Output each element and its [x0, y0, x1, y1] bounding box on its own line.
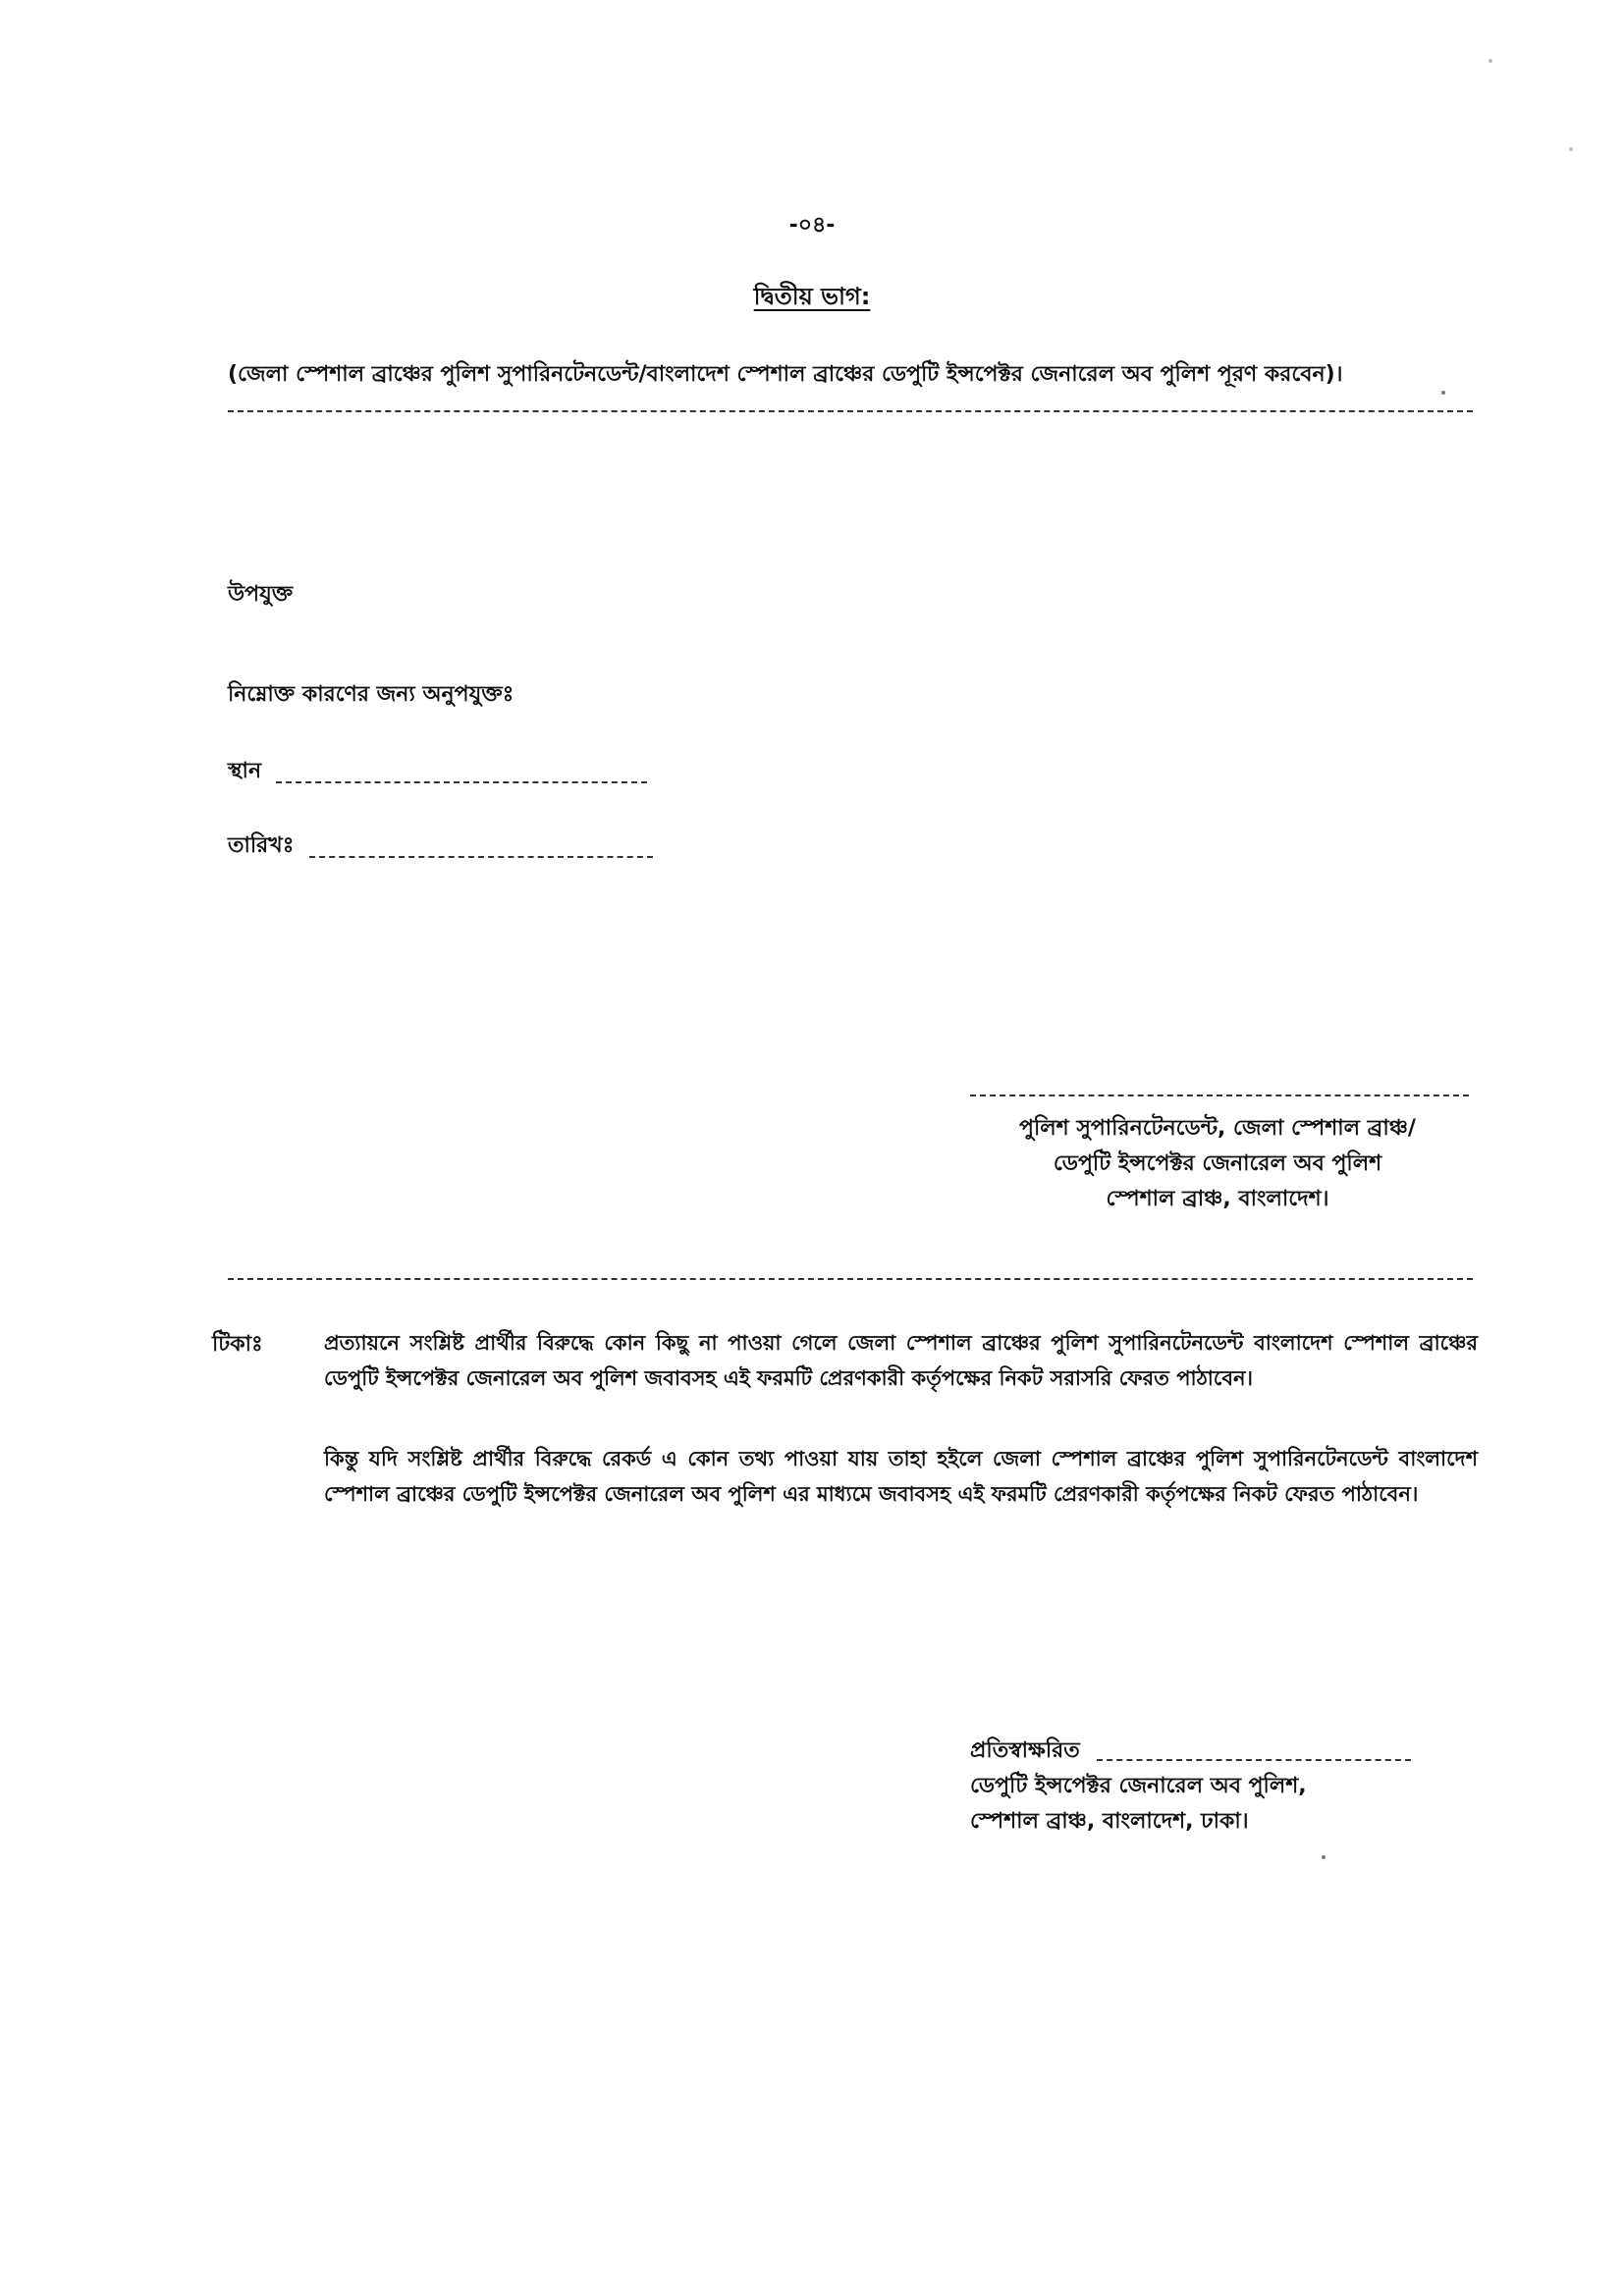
note-paragraph-1: প্রত্যায়নে সংশ্লিষ্ট প্রার্থীর বিরুদ্ধে কোন কিছু না পাওয়া গেলে জেলা স্পেশাল ব্রাঞ্চের পুলিশ সুপারিনটেনডেন্ট বাংলাদেশ স্পেশাল ব্রাঞ্চের ডেপুটি ইন্সপেক্টর জেনারেল অব পুলিশ জবাবসহ এই ফরমটি প্রেরণকারী কর্তৃপক্ষের নিকট সরাসরি ফেরত পাঠাবেন।: [324, 1331, 1478, 1390]
page-number: -০৪-: [788, 213, 836, 238]
place-row: [228, 754, 647, 790]
date-label: তারিখঃ: [228, 833, 295, 858]
signature-block: [884, 1111, 1551, 1217]
signature-line-2: ডেপুটি ইন্সপেক্টর জেনারেল অব পুলিশ: [1053, 1151, 1382, 1176]
place-blank[interactable]: [276, 764, 647, 783]
unsuitable-label: নিম্নোক্ত কারণের জন্য অনুপযুক্তঃ: [228, 682, 514, 707]
date-blank[interactable]: [309, 838, 653, 858]
countersign-blank[interactable]: [1097, 1741, 1411, 1761]
countersign-line-1: ডেপুটি ইন্সপেক্টর জেনারেল অব পুলিশ,: [970, 1774, 1307, 1798]
middle-divider: [228, 1278, 1473, 1280]
countersign-row: [970, 1734, 1411, 1769]
countersign-line-2: স্পেশাল ব্রাঞ্চ, বাংলাদেশ, ঢাকা।: [970, 1809, 1249, 1834]
place-label: স্থান: [228, 759, 262, 783]
signature-line-1: পুলিশ সুপারিনটেনডেন্ট, জেলা স্পেশাল ব্রাঞ্চ/: [1019, 1116, 1416, 1141]
signature-line-3: স্পেশাল ব্রাঞ্চ, বাংলাদেশ।: [1106, 1187, 1329, 1211]
scan-speck: [1441, 391, 1445, 395]
signature-line: [970, 1095, 1469, 1096]
scan-speck: [1322, 1855, 1326, 1859]
countersign-label: প্রতিস্বাক্ষরিত: [970, 1738, 1080, 1763]
note-label: টিকাঃ: [212, 1332, 263, 1357]
instruction-text: (জেলা স্পেশাল ব্রাঞ্চের পুলিশ সুপারিনটেনডেন্ট/বাংলাদেশ স্পেশাল ব্রাঞ্চের ডেপুটি ইন্সপেক্টর জেনারেল অব পুলিশ পূরণ করবেন)।: [228, 362, 1343, 387]
date-row: [228, 828, 653, 865]
countersign-block: [970, 1734, 1411, 1840]
scan-speck: [1489, 59, 1492, 63]
section-title: দ্বিতীয় ভাগ:: [753, 283, 871, 310]
suitable-label: উপযুক্ত: [228, 582, 294, 607]
top-divider: [228, 410, 1473, 412]
scan-speck: [1569, 147, 1573, 151]
note-paragraph-2: কিন্তু যদি সংশ্লিষ্ট প্রার্থীর বিরুদ্ধে রেকর্ড এ কোন তথ্য পাওয়া যায় তাহা হইলে জেলা স্পেশাল ব্রাঞ্চের পুলিশ সুপারিনটেনডেন্ট বাংলাদেশ স্পেশাল ব্রাঞ্চের ডেপুটি ইন্সপেক্টর জেনারেল অব পুলিশ এর মাধ্যমে জবাবসহ এই ফরমটি প্রেরণকারী কর্তৃপক্ষের নিকট ফেরত পাঠাবেন।: [324, 1447, 1478, 1506]
